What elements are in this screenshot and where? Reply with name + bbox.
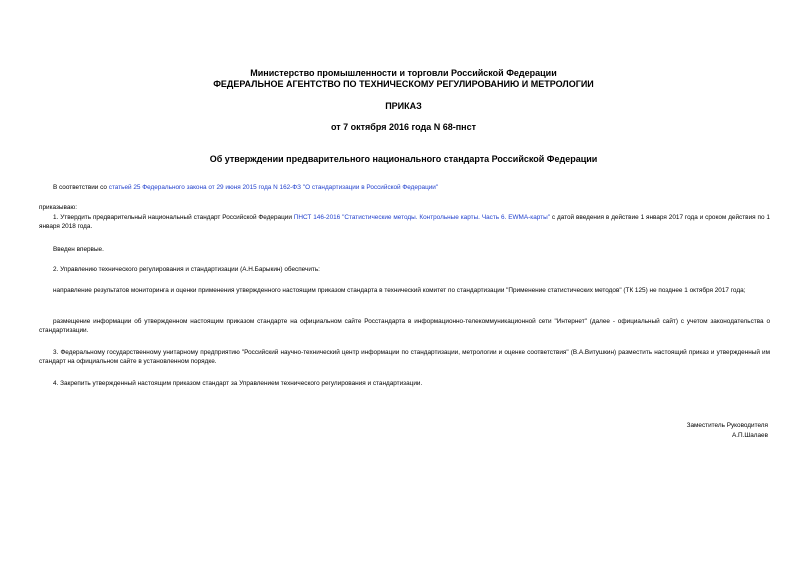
signature-position: Заместитель Руководителя <box>686 422 768 429</box>
signature-name: А.П.Шалаев <box>731 432 768 439</box>
paragraph-2: 2. Управлению технического регулирования и стандартизации (А.Н.Барыкин) обеспечить: <box>53 266 320 273</box>
intro-paragraph <box>39 183 770 192</box>
federal-law-link[interactable]: статьей 25 Федерального закона от 29 июня 2015 года N 162-ФЗ "О стандартизации в Российской Федерации" <box>108 184 439 191</box>
doc-type-heading: ПРИКАЗ <box>385 101 422 111</box>
standard-link[interactable]: ПНСТ 146-2016 "Статистические методы. Контрольные карты. Часть 6. EWMA-карты" <box>293 214 550 221</box>
subject-heading: Об утверждении предварительного национального стандарта Российской Федерации <box>209 154 598 164</box>
agency-heading: ФЕДЕРАЛЬНОЕ АГЕНТСТВО ПО ТЕХНИЧЕСКОМУ РЕГУЛИРОВАНИЮ И МЕТРОЛОГИИ <box>213 79 594 89</box>
introduced-first-note: Введен впервые. <box>53 246 104 253</box>
paragraph-3: 3. Федеральному государственному унитарному предприятию "Российский научно-технический центр информации по стандартизации, метрологии и оценке соответствия" (В.А.Витушкин) разместить настоящий приказ и утвержденный им стандарт на официальном сайте в установленном порядке. <box>39 349 770 365</box>
intro-prefix: В соответствии со <box>53 184 109 191</box>
p1-prefix: 1. Утвердить предварительный национальный стандарт Российской Федерации <box>53 214 294 221</box>
paragraph-2a: направление результатов мониторинга и оценки применения утвержденного настоящим приказом стандарта в технический комитет по стандартизации "Применение статистических методов" (ТК 125) не позднее 1 октября 2017 года; <box>53 287 746 294</box>
date-number-heading: от 7 октября 2016 года N 68-пнст <box>330 122 477 132</box>
p1-suffix: с датой введения в действие 1 января 2017 года и сроком действия по 1 января 2018 года. <box>39 214 770 230</box>
paragraph-1 <box>39 213 770 231</box>
paragraph-2b: размещение информации об утвержденном настоящим приказом стандарте на официальном сайте Росстандарта в информационно-телекоммуникационной сети "Интернет" (далее - официальный сайт) с учетом законодательства о стандартизации. <box>39 318 770 334</box>
paragraph-4: 4. Закрепить утвержденный настоящим приказом стандарт за Управлением технического регулирования и стандартизации. <box>53 380 423 387</box>
ministry-heading: Министерство промышленности и торговли Российской Федерации <box>250 68 557 78</box>
order-word: приказываю: <box>39 204 77 211</box>
